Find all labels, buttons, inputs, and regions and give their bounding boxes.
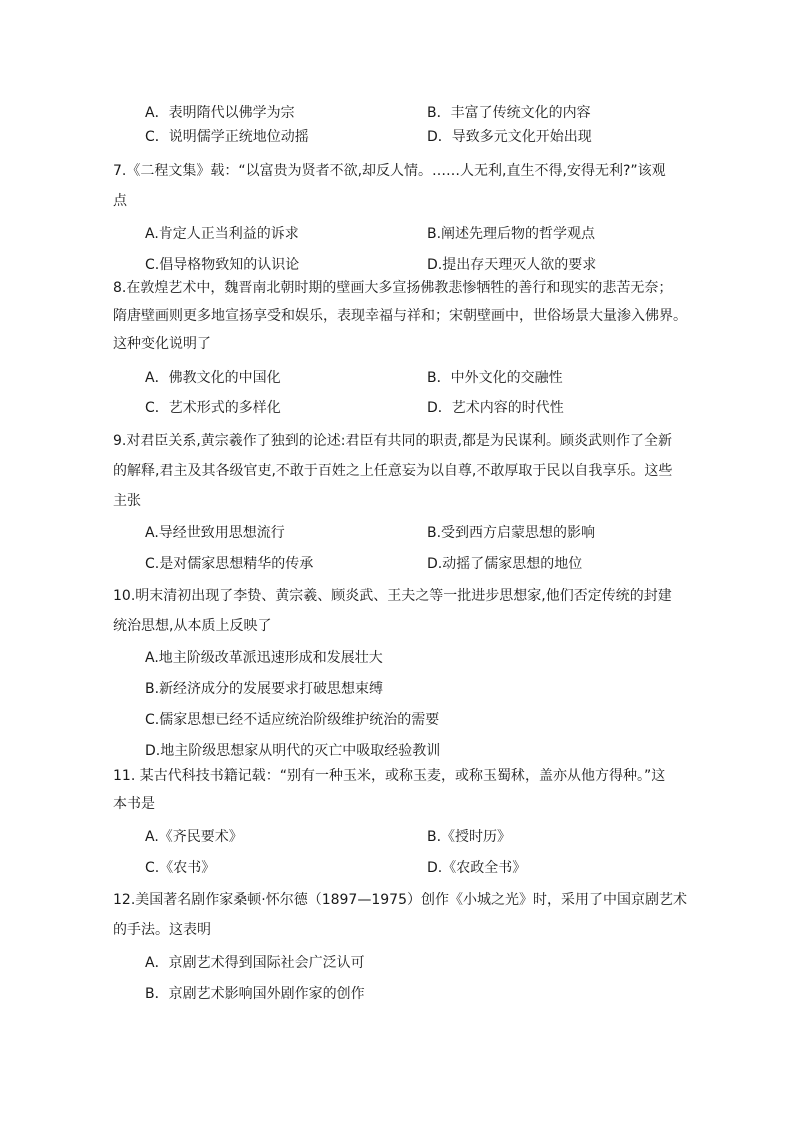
q11-option-a: A.《齐民要术》 xyxy=(145,829,243,845)
q11-stem-line-1: 11. 某古代科技书籍记载：“别有一种玉米，或称玉麦，或称玉蜀秫，盖亦从他方得种。”这 xyxy=(113,768,666,784)
q9-option-d: D.动摇了儒家思想的地位 xyxy=(427,556,583,572)
q11-option-c: C.《农书》 xyxy=(145,860,216,876)
q10-stem-line-2: 统治思想,从本质上反映了 xyxy=(113,618,272,634)
q10-option-d: D.地主阶级思想家从明代的灭亡中吸取经验教训 xyxy=(145,743,441,759)
q11-option-b: B.《授时历》 xyxy=(427,829,512,845)
q8-option-d: D．艺术内容的时代性 xyxy=(427,400,564,416)
q9-stem-line-2: 的解释,君主及其各级官吏,不敢于百姓之上任意妄为以自尊,不敢厚取于民以自我享乐。这些 xyxy=(113,463,673,479)
q8-option-c: C．艺术形式的多样化 xyxy=(145,400,281,416)
q9-option-c: C.是对儒家思想精华的传承 xyxy=(145,556,314,572)
q12-stem-line-1: 12.美国著名剧作家桑顿·怀尔德（1897—1975）创作《小城之光》时，采用了中国京剧艺术 xyxy=(113,892,687,908)
q8-stem-line-2: 隋唐壁画则更多地宣扬享受和娱乐，表现幸福与祥和；宋朝壁画中，世俗场景大量渗入佛界。 xyxy=(113,308,687,324)
q9-stem-line-1: 9.对君臣关系,黄宗羲作了独到的论述:君臣有共同的职责,都是为民谋利。顾炎武则作了全新 xyxy=(113,433,672,449)
q7-stem-line-2: 点 xyxy=(113,193,127,209)
q6-option-d: D．导致多元文化开始出现 xyxy=(427,129,592,145)
q9-option-a: A.导经世致用思想流行 xyxy=(145,525,285,541)
q10-stem-line-1: 10.明末清初出现了李贽、黄宗羲、顾炎武、王夫之等一批进步思想家,他们否定传统的封建 xyxy=(113,588,672,604)
q9-stem-line-3: 主张 xyxy=(113,493,141,509)
q11-option-d: D.《农政全书》 xyxy=(427,860,527,876)
q6-option-a: A．表明隋代以佛学为宗 xyxy=(145,105,295,121)
q10-option-a: A.地主阶级改革派迅速形成和发展壮大 xyxy=(145,650,383,666)
q11-stem-line-2: 本书是 xyxy=(113,796,155,812)
q7-option-a: A.肯定人正当利益的诉求 xyxy=(145,226,299,242)
q9-option-b: B.受到西方启蒙思想的影响 xyxy=(427,525,596,541)
q12-option-a: A．京剧艺术得到国际社会广泛认可 xyxy=(145,955,365,971)
q8-stem-line-1: 8.在敦煌艺术中，魏晋南北朝时期的壁画大多宣扬佛教悲惨牺牲的善行和现实的悲苦无奈； xyxy=(113,280,673,296)
q8-option-b: B．中外文化的交融性 xyxy=(427,370,563,386)
q10-option-c: C.儒家思想已经不适应统治阶级维护统治的需要 xyxy=(145,712,440,728)
q6-option-c: C．说明儒学正统地位动摇 xyxy=(145,129,309,145)
q6-option-b: B．丰富了传统文化的内容 xyxy=(427,105,591,121)
q8-stem-line-3: 这种变化说明了 xyxy=(113,336,211,352)
q7-stem-line-1: 7.《二程文集》载：“以富贵为贤者不欲,却反人情。……人无利,直生不得,安得无利?”该观 xyxy=(113,163,666,179)
q7-option-b: B.阐述先理后物的哲学观点 xyxy=(427,226,596,242)
q12-option-b: B．京剧艺术影响国外剧作家的创作 xyxy=(145,986,365,1002)
q8-option-a: A．佛教文化的中国化 xyxy=(145,370,281,386)
q7-option-d: D.提出存天理灭人欲的要求 xyxy=(427,257,597,273)
q12-stem-line-2: 的手法。这表明 xyxy=(113,922,211,938)
q7-option-c: C.倡导格物致知的认识论 xyxy=(145,257,300,273)
q10-option-b: B.新经济成分的发展要求打破思想束缚 xyxy=(145,681,384,697)
